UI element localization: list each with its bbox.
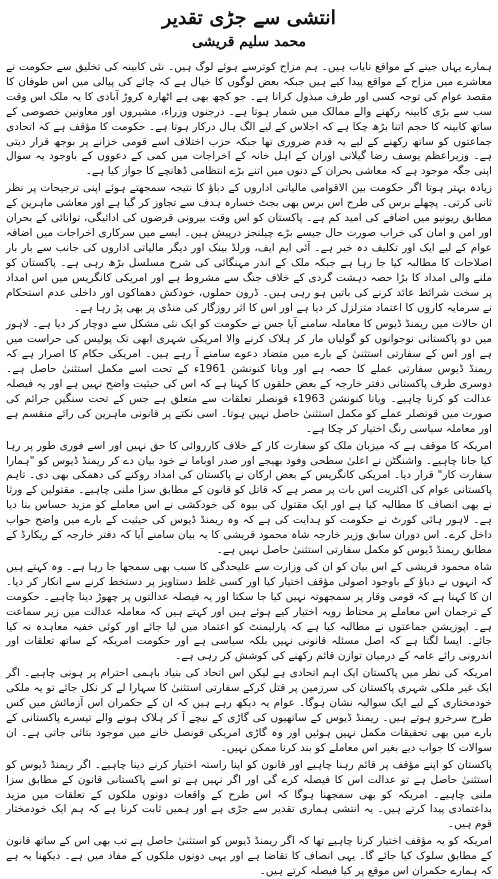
paragraph: امریکہ کو یہ مؤقف اختیار کرنا چاہیے تھا کہ اگر ریمنڈ ڈیوس کو استثنیٰ حاصل ہے تب بھی اس کے ساتھ قانون کے مطابق سلوک کیا جائے گا۔ یہی انصاف کا تقاضا ہے اور یہی دونوں ملکوں کے مفاد میں ہے۔ دیکھنا یہ ہے کہ ہمارے حکمران اس موقع پر کیا فیصلہ کرتے ہیں۔: [6, 835, 492, 878]
paragraph: پاکستان کو اپنے مؤقف پر قائم رہنا چاہیے اور قانون کو اپنا راستہ اختیار کرنے دینا چاہیے۔ اگر ریمنڈ ڈیوس کو استثنیٰ حاصل ہے تو عدالت اس کا فیصلہ کرے گی اور اگر نہیں ہے تو اسے پاکستانی قانون کے مطابق سزا ملنی چاہیے۔ امریکہ کو بھی سمجھنا ہوگا کہ اس طرح کے واقعات دونوں ملکوں کے تعلقات میں مزید بداعتمادی پیدا کرتے ہیں۔ یہ انتشی ہماری تقدیر سے جڑی ہے اور ہمیں ثابت کرنا ہے کہ ہم ایک خودمختار قوم ہیں۔: [6, 758, 492, 831]
article-body: [6, 60, 492, 878]
paragraph: امریکہ کی نظر میں پاکستان ایک اہم اتحادی ہے لیکن اس اتحاد کی بنیاد باہمی احترام پر ہونی چاہیے۔ اگر ایک غیر ملکی شہری پاکستان کی سرزمین پر قتل کرکے سفارتی استثنیٰ کا سہارا لے کر نکل جائے تو یہ ملکی خودمختاری کے لیے ایک سوالیہ نشان ہوگا۔ عوام یہ دیکھ رہے ہیں کہ ان کے حکمران اس آزمائش میں کس طرح سرخرو ہوتے ہیں۔ ریمنڈ ڈیوس کے ساتھیوں کی گاڑی کے نیچے آ کر ہلاک ہونے والے تیسرے پاکستانی کے بارے میں بھی تحقیقات مکمل نہیں ہوئیں اور وہ گاڑی امریکی قونصل خانے میں موجود بتائی جاتی ہے۔ ان سوالات کا جواب دیے بغیر اس معاملے کو بند کرنا ممکن نہیں۔: [6, 667, 492, 754]
paragraph: ان حالات میں ریمنڈ ڈیوس کا معاملہ سامنے آیا جس نے حکومت کو ایک نئی مشکل سے دوچار کر دیا ہے۔ لاہور میں دو پاکستانی نوجوانوں کو گولیاں مار کر ہلاک کرنے والا امریکی شہری ابھی تک پولیس کی حراست میں ہے اور اس کے سفارتی استثنیٰ کے بارے میں متضاد دعوے سامنے آ رہے ہیں۔ امریکی حکام کا اصرار ہے کہ ریمنڈ ڈیوس سفارتی عملے کا حصہ ہے اور ویانا کنونشن 1961ء کے تحت اسے مکمل استثنیٰ حاصل ہے۔ دوسری طرف پاکستانی دفتر خارجہ کے بعض حلقوں کا کہنا ہے کہ اس کی حیثیت واضح نہیں ہے اور یہ فیصلہ عدالت کو کرنا چاہیے۔ ویانا کنونشن 1963ء قونصلر تعلقات سے متعلق ہے جس کے تحت سنگین جرائم کی صورت میں قونصلر عملے کو مکمل استثنیٰ حاصل نہیں ہوتا۔ اسی نکتے پر قانونی ماہرین کی رائے منقسم ہے اور معاملہ سیاسی رنگ اختیار کر چکا ہے۔: [6, 318, 492, 435]
paragraph: امریکہ کا موقف ہے کہ میزبان ملک کو سفارت کار کے خلاف کارروائی کا حق نہیں اور اسے فوری طور پر رہا کیا جانا چاہیے۔ واشنگٹن نے اعلیٰ سطحی وفود بھیجے اور صدر اوباما نے خود بیان دے کر ریمنڈ ڈیوس کو "ہمارا سفارت کار" قرار دیا۔ امریکی کانگریس کے بعض ارکان نے پاکستان کی امداد روکنے کی دھمکی بھی دی۔ تاہم پاکستانی عوام کی اکثریت اس بات پر مصر ہے کہ قاتل کو قانون کے مطابق سزا ملنی چاہیے۔ مقتولین کے ورثا نے بھی انصاف کا مطالبہ کیا ہے اور ایک مقتول کی بیوہ کی خودکشی نے اس معاملے کو مزید حساس بنا دیا ہے۔ لاہور ہائی کورٹ نے حکومت کو ہدایت کی ہے کہ وہ ریمنڈ ڈیوس کی حیثیت کے بارے میں واضح جواب داخل کرے۔ اس دوران سابق وزیر خارجہ شاہ محمود قریشی کا یہ بیان سامنے آیا کہ دفتر خارجہ کے ریکارڈ کے مطابق ریمنڈ ڈیوس کو مکمل سفارتی استثنیٰ حاصل نہیں ہے۔: [6, 439, 492, 556]
paragraph: ہمارے یہاں جینے کے مواقع نایاب ہیں۔ ہم مزاح کوترسے ہوئے لوگ ہیں۔ نئی کابینہ کی تخلیق سے حکومت نے معاشرے میں مزاح کے مواقع پیدا کیے ہیں جبکہ بعض لوگوں کا خیال ہے کہ چائے کی پیالی میں اس طوفان کا مقصد عوام کی توجہ کسی اور طرف مبذول کرانا ہے۔ جو کچھ بھی ہے اٹھارہ کروڑ آبادی کا یہ ملک اس وقت سب سے بڑی کابینہ رکھنے والے ممالک میں شمار ہوتا ہے۔ درجنوں وزراء، مشیروں اور معاونین خصوصی کے ساتھ کابینہ کا حجم اتنا بڑھ چکا ہے کہ اجلاس کے لیے الگ ہال درکار ہوتا ہے۔ حکومت کا مؤقف ہے کہ اتحادی جماعتوں کو ساتھ رکھنے کے لیے یہ قدم ضروری تھا جبکہ حزب اختلاف اسے قومی خزانے پر بوجھ قرار دیتی ہے۔ وزیراعظم یوسف رضا گیلانی اوران کے اہل خانہ کے اخراجات میں کمی کے دعووں کے باوجود یہ سوال اپنی جگہ موجود ہے کہ معاشی بحران کے دنوں میں اتنے بڑے انتظامی ڈھانچے کا جواز کیا ہے۔: [6, 61, 492, 178]
paragraph: شاہ محمود قریشی کے اس بیان کو ان کی وزارت سے علیحدگی کا سبب بھی سمجھا جا رہا ہے۔ وہ کہتے ہیں کہ انہوں نے دباؤ کے باوجود اصولی مؤقف اختیار کیا اور کسی غلط دستاویز پر دستخط کرنے سے انکار کر دیا۔ ان کا کہنا ہے کہ قومی وقار پر سمجھوتہ نہیں کیا جا سکتا اور یہ فیصلہ عدالتوں پر چھوڑ دینا چاہیے۔ حکومت کے ترجمان اس معاملے پر محتاط رویہ اختیار کیے ہوئے ہیں اور کہتے ہیں کہ معاملہ عدالت میں زیر سماعت ہے۔ اپوزیشن جماعتوں نے مطالبہ کیا ہے کہ پارلیمنٹ کو اعتماد میں لیا جائے اور کوئی خفیہ معاہدہ نہ کیا جائے۔ ایسا لگتا ہے کہ اصل مسئلہ قانونی نہیں بلکہ سیاسی ہے اور حکومت امریکہ کے ساتھ تعلقات اور اندرونی رائے عامہ کے درمیان توازن قائم رکھنے کی کوشش کر رہی ہے۔: [6, 560, 492, 663]
article-headline: انتشی سے جڑی تقدیر: [162, 7, 336, 29]
article-author: محمد سلیم قریشی: [191, 34, 307, 50]
paragraph: زیادہ بہتر ہوتا اگر حکومت بین الاقوامی مالیاتی اداروں کے دباؤ کا نتیجہ سمجھتے ہوئے اپنی ترجیحات پر نظر ثانی کرتی۔ پچھلے برس کی طرح اس برس بھی بجٹ خسارہ ہدف سے تجاوز کر گیا ہے اور معاشی ماہرین کے مطابق ریونیو میں اضافے کی امید کم ہے۔ پاکستان کو اس وقت بیرونی قرضوں کی ادائیگی، توانائی کے بحران اور امن و امان کی خراب صورت حال جیسے بڑے چیلنجز درپیش ہیں۔ ایسے میں سرکاری اخراجات میں اضافہ عوام کے لیے ایک اور تکلیف دہ خبر ہے۔ آئی ایم ایف، ورلڈ بینک اور دیگر مالیاتی اداروں کی جانب سے بار بار اصلاحات کا مطالبہ کیا جا رہا ہے جبکہ ملک کے اندر مہنگائی کی شرح مسلسل بڑھ رہی ہے۔ پاکستان کو ملنے والی امداد کا بڑا حصہ دہشت گردی کے خلاف جنگ سے مشروط ہے اور امریکی کانگریس میں اس امداد پر سخت شرائط عائد کرنے کی باتیں ہو رہی ہیں۔ ڈرون حملوں، خودکش دھماکوں اور داخلی عدم استحکام نے سرمایہ کاروں کا اعتماد متزلزل کر دیا ہے اور اس کا اثر روزگار کی منڈی پر بھی پڑ رہا ہے۔: [6, 182, 492, 314]
